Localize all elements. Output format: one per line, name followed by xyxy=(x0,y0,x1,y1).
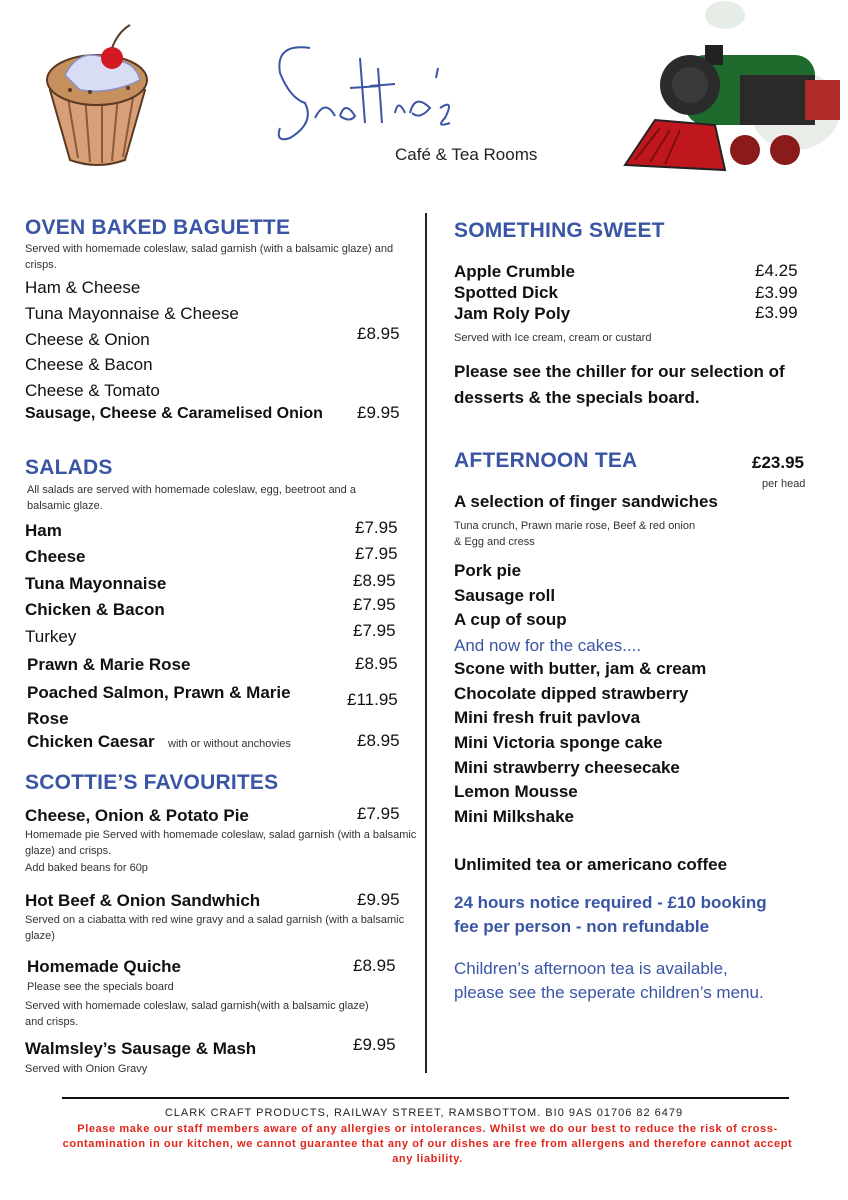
favourite-item: Hot Beef & Onion Sandwhich xyxy=(25,891,261,910)
cake-item: Mini Milkshake xyxy=(454,807,574,826)
chiller-line: Please see the chiller for our selection of xyxy=(454,362,785,381)
baguette-item: Ham & Cheese xyxy=(25,278,141,297)
sandwiches-item: A selection of finger sandwiches xyxy=(454,492,718,511)
cake-item: Mini fresh fruit pavlova xyxy=(454,708,641,727)
salad-price: £8.95 xyxy=(357,731,400,750)
favourite-note: Please see the specials board xyxy=(27,981,174,993)
favourite-price: £9.95 xyxy=(353,1035,396,1054)
salad-item: Tuna Mayonnaise xyxy=(25,574,167,593)
salad-item: Chicken & Bacon xyxy=(25,600,165,619)
logo xyxy=(270,28,470,148)
favourite-desc: Served on a ciabatta with red wine gravy and a salad garnish (with a balsamic glaze) xyxy=(25,914,405,942)
baguette-heading: OVEN BAKED BAGUETTE xyxy=(25,216,291,239)
sweet-heading: SOMETHING SWEET xyxy=(454,219,665,242)
children-note: please see the seperate children’s menu. xyxy=(454,983,764,1002)
sweet-item: Apple Crumble xyxy=(454,262,575,281)
booking-notice: 24 hours notice required - £10 booking xyxy=(454,893,767,912)
savoury-item: Sausage roll xyxy=(454,586,556,605)
salad-price: £8.95 xyxy=(353,571,396,590)
sweet-item: Spotted Dick xyxy=(454,283,558,302)
salads-heading: SALADS xyxy=(25,456,113,479)
baguette-item: Cheese & Tomato xyxy=(25,381,160,400)
sweet-item: Jam Roly Poly xyxy=(454,304,571,323)
favourite-item: Walmsley’s Sausage & Mash xyxy=(25,1039,257,1058)
salad-item: Poached Salmon, Prawn & Marie Rose xyxy=(27,683,291,728)
savoury-item: A cup of soup xyxy=(454,610,567,629)
salad-item: Chicken Caesar xyxy=(27,732,155,751)
sweet-price: £3.99 xyxy=(755,303,798,322)
chiller-line: desserts & the specials board. xyxy=(454,388,700,407)
favourite-item: Cheese, Onion & Potato Pie xyxy=(25,806,249,825)
sweet-price: £3.99 xyxy=(755,283,798,302)
sandwich-desc: Tuna crunch, Prawn marie rose, Beef & red onion xyxy=(454,520,696,532)
cake-item: Chocolate dipped strawberry xyxy=(454,684,689,703)
column-divider xyxy=(425,213,427,1073)
salad-item: Ham xyxy=(25,521,62,540)
salad-price: £7.95 xyxy=(353,621,396,640)
baguette-item: Cheese & Bacon xyxy=(25,355,153,374)
salad-price: £8.95 xyxy=(355,654,398,673)
cupcake-icon xyxy=(40,20,155,170)
favourites-heading: SCOTTIE’S FAVOURITES xyxy=(25,771,279,794)
favourite-desc: Served with homemade coleslaw, salad garnish(with a balsamic glaze) and crisps. xyxy=(25,1000,369,1028)
cakes-intro: And now for the cakes.... xyxy=(454,636,642,655)
baguette-price: £8.95 xyxy=(357,324,400,343)
favourite-extra: Add baked beans for 60p xyxy=(25,862,148,874)
drinks-item: Unlimited tea or americano coffee xyxy=(454,855,728,874)
baguette-item: Tuna Mayonnaise & Cheese xyxy=(25,304,239,323)
salad-item: Cheese xyxy=(25,547,86,566)
favourite-desc: Served with Onion Gravy xyxy=(25,1063,148,1075)
salad-price: £7.95 xyxy=(353,595,396,614)
train-icon xyxy=(615,0,845,180)
favourite-price: £9.95 xyxy=(357,890,400,909)
cake-item: Mini strawberry cheesecake xyxy=(454,758,680,777)
afternoon-tea-heading: AFTERNOON TEA xyxy=(454,449,638,472)
salad-item: Prawn & Marie Rose xyxy=(27,655,191,674)
footer-divider xyxy=(62,1097,789,1099)
cake-item: Scone with butter, jam & cream xyxy=(454,659,707,678)
sweet-served: Served with Ice cream, cream or custard xyxy=(454,332,652,344)
favourite-price: £7.95 xyxy=(357,804,400,823)
salads-desc: All salads are served with homemade coleslaw, egg, beetroot and a balsamic glaze. xyxy=(27,484,356,512)
favourite-item: Homemade Quiche xyxy=(27,957,181,976)
salad-item: Turkey xyxy=(25,627,77,646)
allergy-warning: Please make our staff members aware of any allergies or intolerances. Whilst we do our best to reduce the risk of cross-contamination in our kitchen, we cannot guarantee that any of our dishes are free from allergens and therefore cannot accept any liability. xyxy=(62,1123,793,1165)
baguette-special-price: £9.95 xyxy=(357,403,400,422)
favourite-price: £8.95 xyxy=(353,956,396,975)
cake-item: Mini Victoria sponge cake xyxy=(454,733,663,752)
salad-note: with or without anchovies xyxy=(168,738,291,750)
baguette-special-item: Sausage, Cheese & Caramelised Onion xyxy=(25,405,323,422)
logo-icon xyxy=(270,28,470,148)
subtitle: Café & Tea Rooms xyxy=(395,145,538,164)
sweet-price: £4.25 xyxy=(755,261,798,280)
salad-price: £11.95 xyxy=(347,690,398,709)
per-head-label: per head xyxy=(762,478,806,490)
savoury-item: Pork pie xyxy=(454,561,522,580)
footer-address: CLARK CRAFT PRODUCTS, RAILWAY STREET, RAMSBOTTOM. BI0 9AS 01706 82 6479 xyxy=(164,1107,684,1119)
baguette-desc: Served with homemade coleslaw, salad garnish (with a balsamic glaze) and crisps. xyxy=(25,243,394,271)
booking-notice: fee per person - non refundable xyxy=(454,917,710,936)
salad-price: £7.95 xyxy=(355,518,398,537)
favourite-desc: Homemade pie Served with homemade coleslaw, salad garnish (with a balsamic glaze) and crisps. xyxy=(25,829,417,857)
afternoon-tea-price: £23.95 xyxy=(752,453,804,472)
children-note: Children’s afternoon tea is available, xyxy=(454,959,728,978)
sandwich-desc: & Egg and cress xyxy=(454,536,535,548)
salad-price: £7.95 xyxy=(355,544,398,563)
baguette-item: Cheese & Onion xyxy=(25,330,150,349)
cake-item: Lemon Mousse xyxy=(454,782,578,801)
